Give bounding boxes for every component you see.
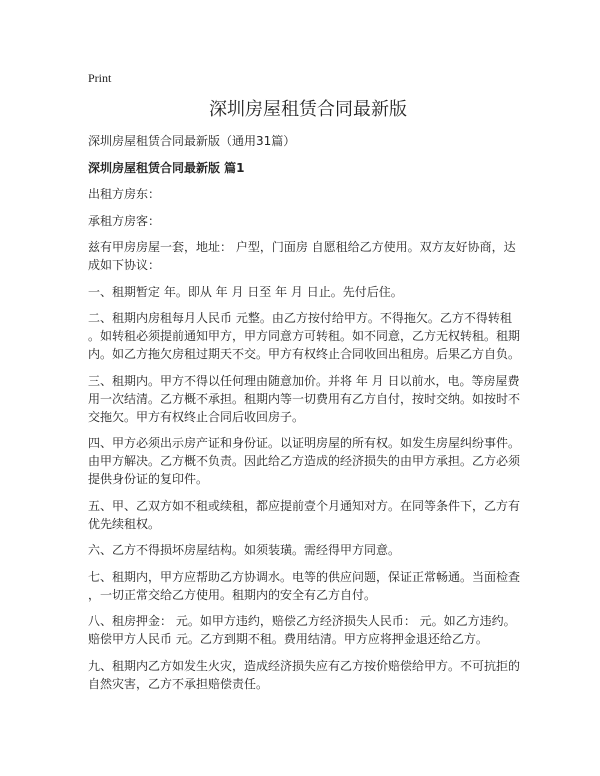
- section-heading: 深圳房屋租赁合同最新版 篇1: [88, 160, 245, 175]
- paragraph: 九、租期内乙方如发生火灾，造成经济损失应有乙方按价赔偿给甲方。不可抗拒的 自然灾害，乙方不承担赔偿责任。: [88, 658, 521, 691]
- document-subtitle: 深圳房屋租赁合同最新版（通用31篇）: [88, 134, 296, 148]
- document-title: 深圳房屋租赁合同最新版: [209, 99, 407, 120]
- print-link[interactable]: Print: [88, 71, 112, 85]
- document-page: [88, 70, 528, 701]
- paragraph: 六、乙方不得损坏房屋结构。如须装璜。需经得甲方同意。: [88, 543, 401, 557]
- paragraph: 七、租期内，甲方应帮助乙方协调水。电等的供应问题，保证正常畅通。当面检查 ，一切正常交给乙方使用。租期内的安全有乙方自付。: [88, 569, 521, 602]
- paragraph: 承租方房客：: [88, 213, 161, 228]
- paragraph: 五、甲、乙双方如不租或续租，都应提前壹个月通知对方。在同等条件下，乙方有 优先续租权。: [88, 498, 521, 531]
- paragraph: 四、甲方必须出示房产证和身份证。以证明房屋的所有权。如发生房屋纠纷事件。 由甲方解决。乙方概不负责。因此给乙方造成的经济损失的由甲方承担。乙方必须 提供身份证的复印件。: [88, 436, 521, 486]
- paragraph: 一、租期暂定 年。即从 年 月 日至 年 月 日止。先付后住。: [88, 284, 403, 299]
- paragraph: 二、租期内房租每月人民币 元整。由乙方按付给甲方。不得拖欠。乙方不得转租 。如转租必须提前通知甲方，甲方同意方可转租。如不同意，乙方无权转租。租期 内。如乙方拖欠房租过期天不交。甲方有权终止合同收回出租房。后果乙方自负。: [88, 311, 521, 361]
- paragraph: 三、租期内。甲方不得以任何理由随意加价。并将 年 月 日以前水，电。等房屋费 用一次结清。乙方概不承担。租期内等一切费用有乙方自付，按时交纳。如按时不 交拖欠。甲方有权终止合同后收回房子。: [88, 373, 521, 424]
- paragraph: 兹有甲房房屋一套，地址： 户型，门面房 自愿租给乙方使用。双方友好协商，达 成如下协议：: [88, 240, 516, 272]
- paragraph: 八、租房押金： 元。如甲方违约，赔偿乙方经济损失人民币： 元。如乙方违约。 赔偿甲方人民币 元。乙方到期不租。费用结清。甲方应将押金退还给乙方。: [88, 614, 516, 646]
- paragraph: 出租方房东：: [88, 187, 161, 201]
